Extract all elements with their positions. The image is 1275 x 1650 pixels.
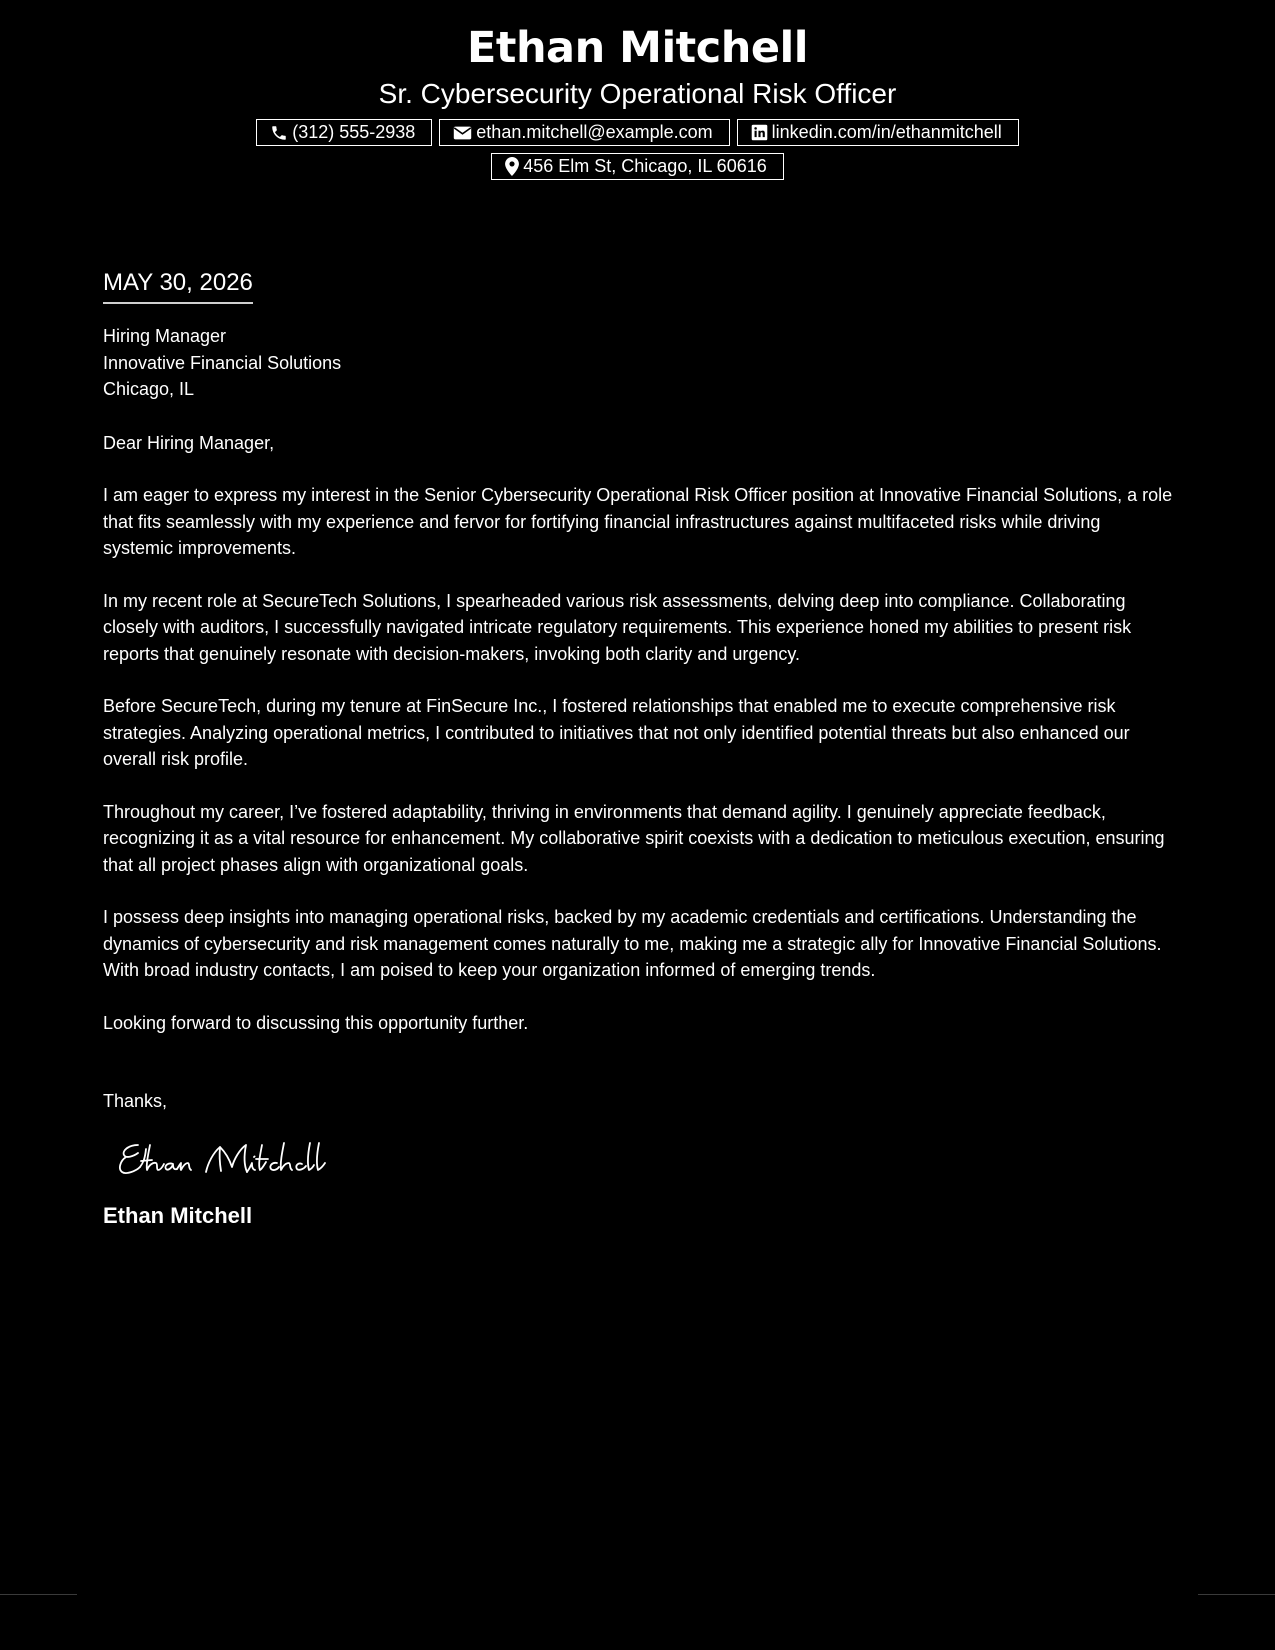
signature-icon	[116, 1135, 356, 1183]
linkedin-chip[interactable]	[737, 119, 1019, 146]
phone-icon	[270, 124, 288, 142]
applicant-name: Ethan Mitchell	[467, 23, 808, 73]
body-paragraph: Before SecureTech, during my tenure at FinSecure Inc., I fostered relationships that enabled me to execute comprehensive risk strategies. Analyzing operational metrics, I contributed to initiatives that not only identified potential threats but also enhanced our overall risk profile.	[103, 696, 1130, 769]
signer-name: Ethan Mitchell	[103, 1202, 253, 1228]
linkedin-text: linkedin.com/in/ethanmitchell	[771, 122, 1002, 142]
recipient-block	[103, 323, 1173, 403]
envelope-icon	[453, 125, 472, 141]
signature-image	[116, 1135, 1173, 1188]
email-text: ethan.mitchell@example.com	[476, 122, 713, 142]
letter-body	[103, 268, 1173, 1230]
body-paragraph: I am eager to express my interest in the Senior Cybersecurity Operational Risk Officer position at Innovative Financial Solutions, a role that fits seamlessly with my experience and fervor for fortifying financial infrastructures against multifaceted risks while driving systemic improvements.	[103, 485, 1173, 558]
address-text: 456 Elm St, Chicago, IL 60616	[523, 156, 767, 176]
contact-row-1	[256, 119, 1019, 146]
recipient-line: Hiring Manager	[103, 326, 227, 346]
footer-divider	[0, 1594, 77, 1595]
footer-divider	[1198, 1594, 1275, 1595]
body-paragraph: Throughout my career, I’ve fostered adaptability, thriving in environments that demand agility. I genuinely appreciate feedback, recognizing it as a vital resource for enhancement. My collaborative spirit coexists with a dedication to meticulous execution, ensuring that all project phases align with organizational goals.	[103, 801, 1165, 875]
body-paragraph: I possess deep insights into managing operational risks, backed by my academic credentials and certifications. Understanding the dynamics of cybersecurity and risk management comes naturally to me, making me a strategic ally for Innovative Financial Solutions. With broad industry contacts, I am poised to keep your organization informed of emerging trends.	[103, 907, 1162, 980]
email-chip[interactable]	[439, 119, 729, 146]
letter-date: MAY 30, 2026	[103, 268, 253, 304]
recipient-line: Chicago, IL	[103, 379, 195, 399]
greeting: Dear Hiring Manager,	[103, 432, 275, 453]
recipient-line: Innovative Financial Solutions	[103, 352, 342, 373]
closing: Thanks,	[103, 1091, 168, 1111]
contact-row-2	[491, 153, 783, 180]
address-chip[interactable]	[491, 153, 783, 180]
body-paragraph: In my recent role at SecureTech Solutions, I spearheaded various risk assessments, delving deep into compliance. Collaborating closely with auditors, I successfully navigated intricate regulatory requirements. This experience honed my abilities to present risk reports that genuinely resonate with decision-makers, invoking both clarity and urgency.	[103, 590, 1132, 664]
phone-text: (312) 555-2938	[292, 122, 416, 142]
linkedin-icon	[751, 124, 768, 141]
phone-chip[interactable]	[256, 119, 432, 146]
contact-info	[0, 119, 1275, 180]
job-title: Sr. Cybersecurity Operational Risk Officer	[378, 78, 897, 109]
map-marker-icon	[505, 157, 519, 176]
body-paragraph: Looking forward to discussing this opportunity further.	[103, 1012, 529, 1033]
letter-header	[0, 20, 1275, 180]
